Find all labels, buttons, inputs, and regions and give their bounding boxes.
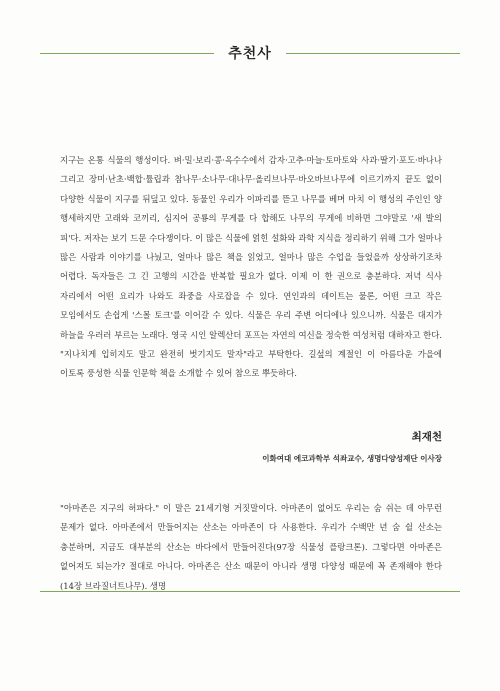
recommender-affiliation: 이화여대 에코과학부 석좌교수, 생명다양성재단 이사장 bbox=[262, 454, 442, 463]
book-excerpt bbox=[60, 499, 442, 596]
header-rule-right bbox=[286, 53, 460, 54]
page-title: 추천사 bbox=[228, 46, 272, 62]
header-rule-left bbox=[40, 53, 214, 54]
recommendation-body bbox=[60, 151, 442, 384]
excerpt-paragraph: "아마존은 지구의 허파다." 이 말은 21세기형 거짓말이다. 아마존이 없어도 우리는 숨 쉬는 데 아무런 문제가 없다. 아마존에서 만들어지는 산소는 아마존이 다 사용한다. 우리가 수백만 년 숨 쉴 산소는 충분하며, 지금도 대부분의 산소는 바다에서 만들어진다(97장 식물성 플랑크톤). 그렇다면 아마존은 없어져도 되는가? 절대로 아니다. 아마존은 산소 때문이 아니라 생명 다양성 때문에 꼭 존재해야 한다(14장 브라질너트나무). 생명 bbox=[60, 503, 442, 591]
recommender-name: 최재천 bbox=[411, 431, 442, 443]
recommendation-paragraph: 지구는 온통 식물의 행성이다. 벼·밀·보리·콩·옥수수에서 감자·고추·마늘·토마토와 사과·딸기·포도·바나나 그리고 장미·난초·백합·튤립과 참나무·소나무·대나무·올리브나무·바오바브나무에 이르기까지 끝도 없이 다양한 식물이 지구를 뒤덮고 있다. 동물인 우리가 이파리를 뜯고 나무를 베며 마치 이 행성의 주인인 양 행세하지만 고래와 코끼리, 심지어 공룡의 무게를 다 합해도 나무의 무게에 비하면 그야말로 '새 발의 피'다. 저자는 보기 드문 수다쟁이다. 이 많은 식물에 얽힌 설화와 과학 지식을 정리하기 위해 그가 얼마나 많은 사람과 이야기를 나눴고, 얼마나 많은 책을 읽었고, 얼마나 많은 수업을 들었을까 상상하기조차 어렵다. 독자들은 그 긴 고행의 시간을 반복할 필요가 없다. 이제 이 한 권으로 충분하다. 저녁 식사 자리에서 어떤 요리가 나와도 좌중을 사로잡을 수 있다. 연인과의 데이트는 물론, 어떤 크고 작은 모임에서도 손쉽게 '스몰 토크'를 이어갈 수 있다. 식물은 우리 주변 어디에나 있으니까. 식물은 대지가 하늘을 우러러 부르는 노래다. 영국 시인 알렉산더 포프는 자연의 여신을 정숙한 여성처럼 대하자고 한다. "지나치게 입히지도 말고 완전히 벗기지도 말자"라고 부탁한다. 길섶의 계절인 이 아름다운 가을에 이토록 풍성한 식물 인문학 책을 소개할 수 있어 참으로 뿌듯하다. bbox=[60, 155, 443, 379]
section-header bbox=[40, 38, 460, 68]
bottom-rule bbox=[40, 591, 460, 592]
